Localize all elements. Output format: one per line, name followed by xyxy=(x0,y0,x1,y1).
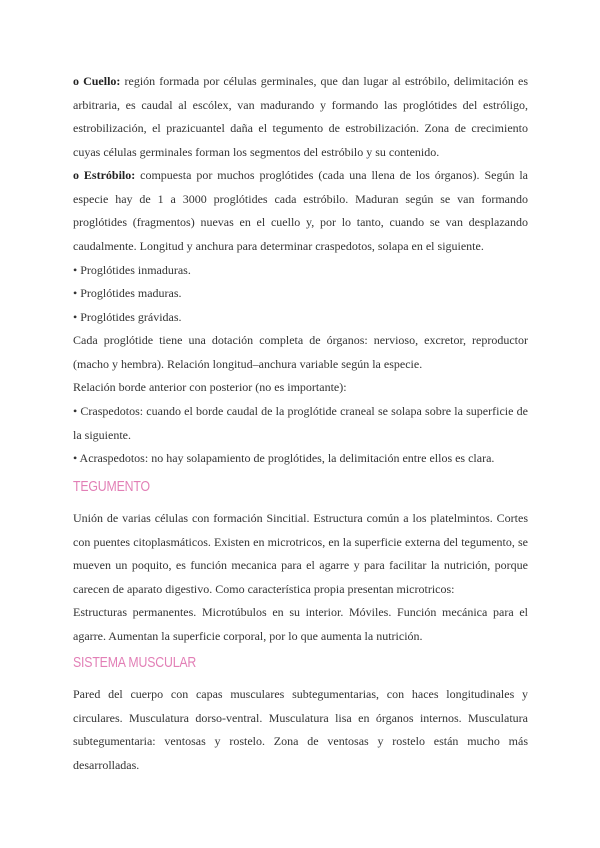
proglotides-gravidas-item: • Proglótides grávidas. xyxy=(73,310,182,324)
cuello-text: región formada por células germinales, que dan lugar al estróbilo, delimitación es arbitraria, es caudal al escólex, van madurando y formando las proglótides del estróligo, estrobilización, el prazicuantel daña el tegumento de estrobilización. Zona de crecimiento cuyas células germinales forman los segmentos del estróbilo y su contenido. xyxy=(73,74,528,159)
relacion-borde-paragraph: Relación borde anterior con posterior (no es importante): xyxy=(73,380,347,394)
estrobilo-paragraph xyxy=(73,164,528,258)
sistema-muscular-paragraph: Pared del cuerpo con capas musculares subtegumentarias, con haces longitudinales y circulares. Musculatura dorso-ventral. Musculatura lisa en órganos internos. Musculatura subtegumentaria: ventosas y rostelo. Zona de ventosas y rostelo están mucho más desarrolladas. xyxy=(73,687,528,772)
cuello-bullet: o xyxy=(73,74,79,88)
craspedotos-item: • Craspedotos: cuando el borde caudal de la proglótide craneal se solapa sobre la superficie de la siguiente. xyxy=(73,404,528,442)
cada-proglotide-paragraph: Cada proglótide tiene una dotación completa de órganos: nervioso, excretor, reproductor (macho y hembra). Relación longitud–anchura variable según la especie. xyxy=(73,333,528,371)
cuello-paragraph xyxy=(73,70,528,164)
proglotides-maduras-item: • Proglótides maduras. xyxy=(73,286,182,300)
cuello-term: Cuello: xyxy=(83,74,121,88)
tegumento-paragraph-2: Estructuras permanentes. Microtúbulos en su interior. Móviles. Función mecánica para el agarre. Aumentan la superficie corporal, por lo que aumenta la nutrición. xyxy=(73,605,528,643)
sistema-muscular-heading: SISTEMA MUSCULAR xyxy=(73,654,197,671)
estrobilo-term: Estróbilo: xyxy=(83,168,136,182)
acraspedotos-item: • Acraspedotos: no hay solapamiento de proglótides, la delimitación entre ellos es clara. xyxy=(73,451,495,465)
proglotides-inmaduras-item: • Proglótides inmaduras. xyxy=(73,263,191,277)
estrobilo-bullet: o xyxy=(73,168,79,182)
tegumento-paragraph-1: Unión de varias células con formación Sincitial. Estructura común a los platelmintos. Cortes con puentes citoplasmáticos. Existen en microtricos, en la superficie externa del tegumento, se mueven un poquito, es función mecanica para el agarre y para facilitar la nutrición, porque carecen de aparato digestivo. Como característica propia presentan microtricos: xyxy=(73,511,528,596)
estrobilo-text: compuesta por muchos proglótides (cada una llena de los órganos). Según la especie hay de 1 a 3000 proglótides cada estróbilo. Maduran según se van formando proglótides (fragmentos) nuevas en el cuello y, por lo tanto, cuando se van desplazando caudalmente. Longitud y anchura para determinar craspedotos, solapa en el siguiente. xyxy=(73,168,529,253)
tegumento-heading: TEGUMENTO xyxy=(73,478,150,495)
